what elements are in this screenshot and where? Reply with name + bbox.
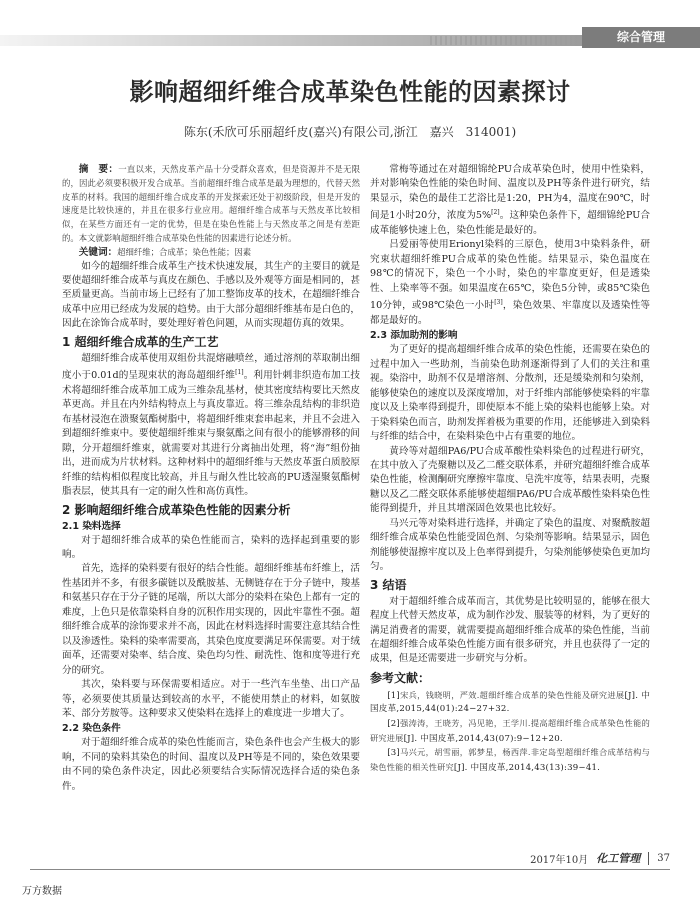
section-2-3-heading: 2.3 添加助剂的影响: [370, 330, 458, 342]
abstract: [62, 163, 360, 246]
left-column: [62, 163, 360, 794]
reference-source: [J]. 中国皮革,2014,43(07):9−12+20.: [403, 733, 563, 744]
reference-item: [370, 717, 650, 746]
section-1-paragraph: [62, 352, 360, 500]
citation-1: [1]: [235, 369, 244, 377]
right-column: [370, 163, 650, 775]
section-2-1-heading: 2.1 染料选择: [62, 520, 121, 532]
section-2-3-paragraph-2: 黄玲等对超细PA6/PU合成革酸性染料染色的过程进行研究，在其中放入了壳聚糖以及乙二醛交联体系，并研究超细纤维合成革染色性能，检测酮研究摩擦牢靠度、皂洗牢度等，结果表明，壳聚糖以及乙二醛交联体系能够使超细PA6/PU合成革酸性染料染色性能得到提升，并且其增深固色效果也比较好。: [370, 445, 650, 515]
reference-title: 提高超细纤维合成革染色性能的研究进展: [370, 718, 650, 743]
footer-divider: [648, 852, 649, 865]
keywords-label: 关键词：: [78, 246, 118, 258]
page-number: 37: [657, 852, 670, 864]
header-stripe-decoration: [430, 36, 580, 45]
citation-2: [2]: [491, 209, 500, 217]
section-2-2-paragraph-1: 对于超细纤维合成革的染色性能而言，染色条件也会产生极大的影响，不同的染料其染色的时间、温度以及PH等是不同的，染色效果要由不同的染色条件决定，因此必须要结合实际情况选择合适的染色条件。: [62, 737, 360, 792]
section-2-3-paragraph-1: 为了更好的提高超细纤维合成革的染色性能，还需要在染色的过程中加入一些助剂，当前染色助剂逐渐得到了人们的关注和重视。染浴中，助剂不仅是增溶剂、分散剂，还是缓染剂和匀染剂，能够使染色的速度以及深度增加，对于纤维内部能够使染料的牢靠度以及上染率得到提升，即使原本不能上染的染料也能够上染。对于染料染色而言，助剂发挥着极为重要的作用，还能够进入到染料与纤维的结合中，在染料染色中占有重要的地位。: [370, 344, 650, 443]
reference-source: [J]. 中国皮革,2015,44(01):24−27+32.: [370, 690, 650, 715]
reference-item: [370, 746, 650, 775]
article-author: 陈东(禾欣可乐丽超纤皮(嘉兴)有限公司,浙江 嘉兴 314001): [183, 125, 517, 139]
article-title: 影响超细纤维合成革染色性能的因素探讨: [129, 78, 571, 106]
section-2-1-paragraph-3: 其次，染料要与环保需要相适应。对于一些汽车坐垫、出口产品等，必须要使其质量达到较高的水平，不能使用禁止的材料，如氨胺苯、部分芳胺等。这种要求又使染料在选择上的难度进一步增大了。: [62, 679, 360, 719]
section-3-heading: 3 结语: [370, 577, 407, 592]
section-1-heading: 1 超细纤维合成革的生产工艺: [62, 334, 219, 349]
keywords: [62, 246, 360, 260]
journal-brand: 化工管理: [596, 852, 641, 865]
section-3-paragraph: 对于超细纤维合成革而言，其优势是比较明显的，能够在很大程度上代替天然皮革，成为制作沙发、服装等的材料，为了更好的满足消费者的需要，就需要提高超细纤维合成革的染色性能，当前在超细纤维合成革染色性能方面有很多研究，并且也获得了一定的成果，但是还需要进一步研究与分析。: [370, 595, 650, 665]
section-2-1-paragraph-1: 对于超细纤维合成革的染色性能而言，染料的选择起到重要的影响。: [62, 534, 360, 561]
section-1-text-tail: 。利用针刺非织造布加工技术将超细纤维合成革加工成为三维杂乱基材，使其密度结构要比天然皮革更高。并且在内外结构特点上与真皮靠近。将三维杂乱结构的非织造布基材浸泡在溃聚氨酯树脂中，将超细纤维束套串起来，并且不会进入到超细纤维束中。要使超细纤维束与聚氨酯之间有很小的能够滑移的间隙，分开超细纤维束，就需要对其进行分离抽出处理，将“海”组份抽出，进而成为片状材料。这种材料中的超细纤维与天然皮革蛋白质胶原纤维的结构相似程度比较高，并且与耐久性比较高的PU透湿聚氨酯树脂表层，使其具有一定的耐久性和高仿真性。: [62, 370, 360, 498]
keywords-text: 超细纤维；合成革；染色性能；因素: [117, 246, 252, 257]
reference-authors: 强涛涛，王晓芳，冯见艳，王学川.: [399, 718, 531, 729]
footer-date: 2017年10月: [530, 854, 589, 866]
section-tag: 综合管理: [582, 27, 700, 48]
intro-paragraph: 如今的超细纤维合成革生产技术快速发展，其生产的主要目的就是要使超细纤维合成革与真皮在颜色、手感以及外观等方面是相同的，甚至质量更高。当前市场上已经有了加工整饰皮革的技术，在超细纤维合成革中应用已经成为发展的趋势。由于大部分超细纤维基布是白色的，因此在涂饰合成革时，要处理好着色问题，从而实现超仿真的效果。: [62, 260, 360, 330]
section-2-2-text-c: 吕爱丽等使用Erionyl染料的三原色，使用3中染料条件，研究束状超细纤维PU合成革的染色性能。结果显示，染色温度在98℃的情况下，染色一个小时，染色的牢靠度更好，但是透染性、上染率等不强。如果温度在65℃，染色5分钟，或85℃染色10分钟，或98℃染色一小时: [370, 239, 650, 312]
watermark-text: 万方数据: [22, 886, 62, 897]
reference-source: [J]. 中国皮革,2014,43(13):39−41.: [453, 762, 601, 773]
section-2-2-heading: 2.2 染色条件: [62, 723, 121, 735]
abstract-text: 一直以来，天然皮革产品十分受群众喜欢，但是资源并不是无限的，因此必须要积极开发合成革。当前超细纤维合成革是最为理想的，代替天然皮革的材料。我国的超细纤维合成皮革的开发探索还处于初级阶段，但是开发的速度是比较快速的，并且在很多行业应用。超细纤维合成革与天然皮革比较相似，在某些方面还有一定的优势，但是在染色性能上与天然皮革之间是有差距的。本文就影响超细纤维合成革染色性能的因素进行论述分析。: [62, 164, 361, 243]
reference-authors: 宋兵，钱晓明，严效.: [399, 689, 480, 700]
section-2-1-paragraph-2: 首先，选择的染料要有很好的结合性能。超细纤维基布纤维上，活性基团并不多，有很多碳链以及酰胺基、无侧链存在于分子链中，羧基和氨基只存在于分子链的尾端，所以大部分的染料在染色上都有一定的难度，上色只是依靠染料自身的沉积作用实现的，因此牢靠性不强。超细纤维合成革的涂饰要求并不高，因此在材料选择时需要注意其结合性以及渗透性。染料的染率需要高，其染色度度要满足环保需要。对于绒面革，还需要对染率、结合度、染色均匀性、耐洗性、饱和度等进行充分的研究。: [62, 563, 360, 676]
reference-item: [370, 689, 650, 717]
reference-title: 非定岛型超细纤维合成革结构与染色性能的相关性研究: [370, 747, 650, 772]
abstract-label: 摘 要：: [78, 164, 119, 175]
section-2-2-text-b: 。这种染色条件下，超细锦纶PU合成革能够快速上色，染色性能是最好的。: [370, 210, 651, 236]
section-2-2-paragraph-3: [370, 238, 650, 328]
reference-id: [3]: [387, 748, 400, 759]
section-2-3-paragraph-3: 马兴元等对染料进行选择，并确定了染色的温度、对聚酰胺超细纤维合成革染色性能受固色剂、匀染剂等影响。结果显示，固色剂能够使湿擦牢度以及上色率得到提升，匀染剂能够使染色更加均匀。: [370, 517, 650, 573]
references-heading: 参考文献：: [370, 670, 431, 685]
section-2-2-text-d: ，染色效果、牢靠度以及透染性等都是最好的。: [370, 300, 650, 326]
section-1-text: 超细纤维合成革使用双组份共混熔融喷丝，通过溶剂的萃取制出细度小于0.01d的呈现束状的海岛超细纤维: [62, 352, 360, 382]
section-2-heading: 2 影响超细纤维合成革染色性能的因素分析: [62, 502, 291, 517]
page-footer: [530, 850, 670, 866]
section-2-2-paragraph-2: [370, 163, 650, 238]
footer-rule: [30, 869, 670, 870]
reference-title: 超细纤维合成革的染色性能及研究进展: [479, 689, 625, 700]
reference-id: [1]: [387, 690, 400, 701]
reference-id: [2]: [387, 719, 400, 730]
reference-authors: 马兴元，胡雪丽，郭梦星，杨西萍.: [399, 747, 531, 758]
section-2-2-text-a: 常梅等通过在对超细锦纶PU合成革染色时，使用中性染料，并对影响染色性能的染色时间、温度以及PH等条件进行研究，结果显示，染色的最佳工艺浴比是1:20，PH为4，温度在90℃，时间是1小时20分，浓度为5%: [370, 164, 650, 222]
citation-3: [3]: [494, 299, 503, 307]
